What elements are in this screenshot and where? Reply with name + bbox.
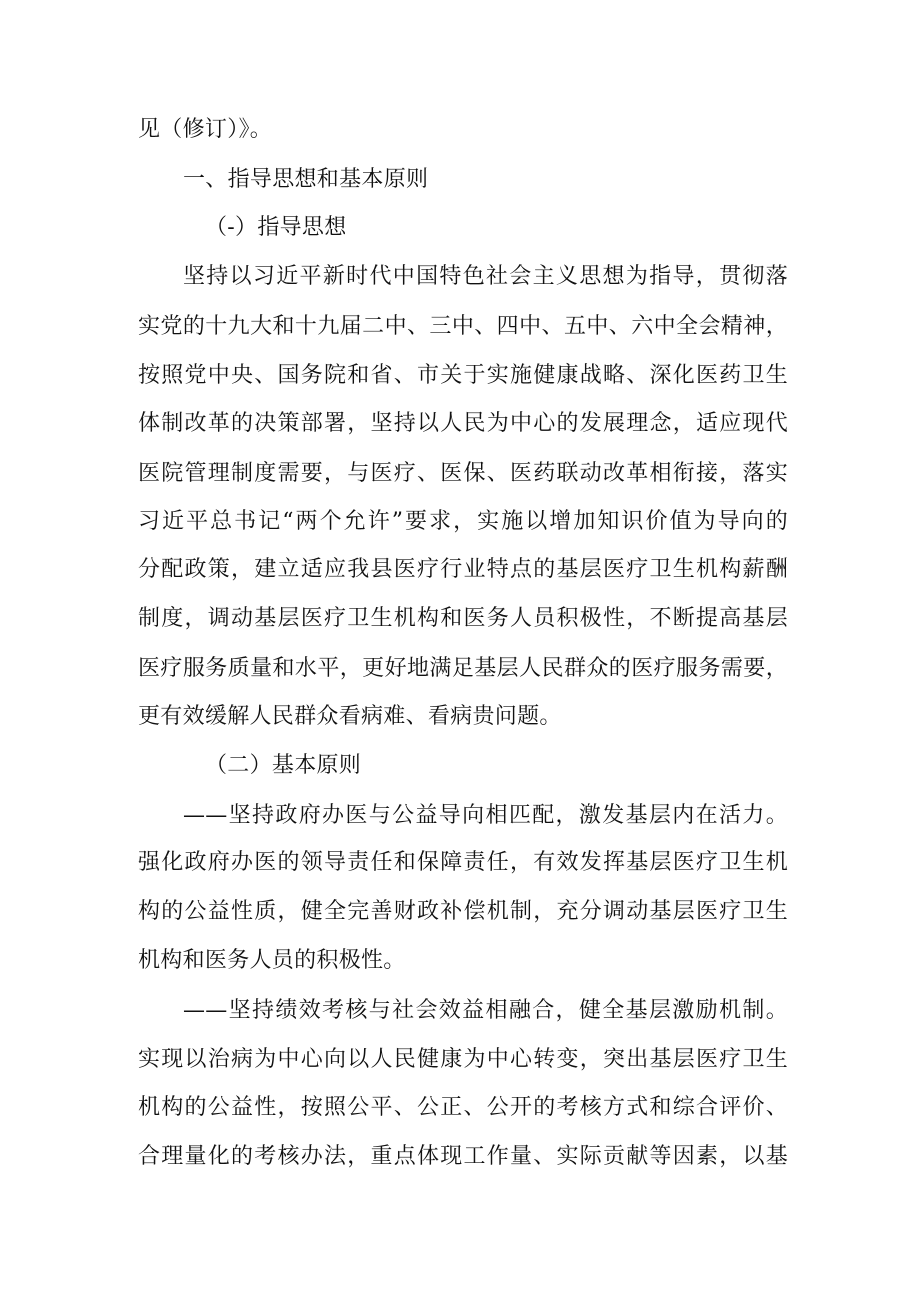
paragraph-line: 医疗服务质量和水平，更好地满足基层人民群众的医疗服务需要，	[138, 656, 788, 681]
paragraph-line: 坚持以习近平新时代中国特色社会主义思想为指导，贯彻落	[183, 264, 788, 289]
paragraph-line: 机构的公益性，按照公平、公正、公开的考核方式和综合评价、	[138, 1095, 788, 1120]
text-line: 见（修订）》。	[138, 117, 273, 142]
paragraph-line: 分配政策，建立适应我县医疗行业特点的基层医疗卫生机构薪酬	[138, 557, 788, 582]
paragraph-line: 按照党中央、国务院和省、市关于实施健康战略、深化医药卫生	[138, 363, 788, 388]
paragraph-line: 更有效缓解人民群众看病难、看病贵问题。	[138, 704, 562, 729]
paragraph-line: ——坚持政府办医与公益导向相匹配，激发基层内在活力。	[183, 803, 788, 828]
paragraph-line: ——坚持绩效考核与社会效益相融合，健全基层激励机制。	[183, 998, 788, 1023]
paragraph-line: 合理量化的考核办法，重点体现工作量、实际贡献等因素，以基	[138, 1144, 788, 1169]
paragraph-line: 制度，调动基层医疗卫生机构和医务人员积极性，不断提高基层	[138, 606, 788, 631]
paragraph-line: 实党的十九大和十九届二中、三中、四中、五中、六中全会精神，	[138, 314, 788, 339]
paragraph-line: 体制改革的决策部署，坚持以人民为中心的发展理念，适应现代	[138, 411, 788, 436]
paragraph-line: 医院管理制度需要，与医疗、医保、医药联动改革相衔接，落实	[138, 461, 788, 486]
subsection-heading: （-）指导思想	[205, 215, 347, 240]
paragraph-line: 习近平总书记“两个允许”要求，实施以增加知识价值为导向的	[138, 509, 788, 534]
paragraph-line: 强化政府办医的领导责任和保障责任，有效发挥基层医疗卫生机	[138, 850, 788, 875]
subsection-heading: （二）基本原则	[205, 753, 362, 778]
paragraph-line: 机构和医务人员的积极性。	[138, 948, 406, 973]
paragraph-line: 实现以治病为中心向以人民健康为中心转变，突出基层医疗卫生	[138, 1047, 788, 1072]
section-heading: 一、指导思想和基本原则	[183, 167, 429, 192]
paragraph-line: 构的公益性质，健全完善财政补偿机制，充分调动基层医疗卫生	[138, 899, 788, 924]
